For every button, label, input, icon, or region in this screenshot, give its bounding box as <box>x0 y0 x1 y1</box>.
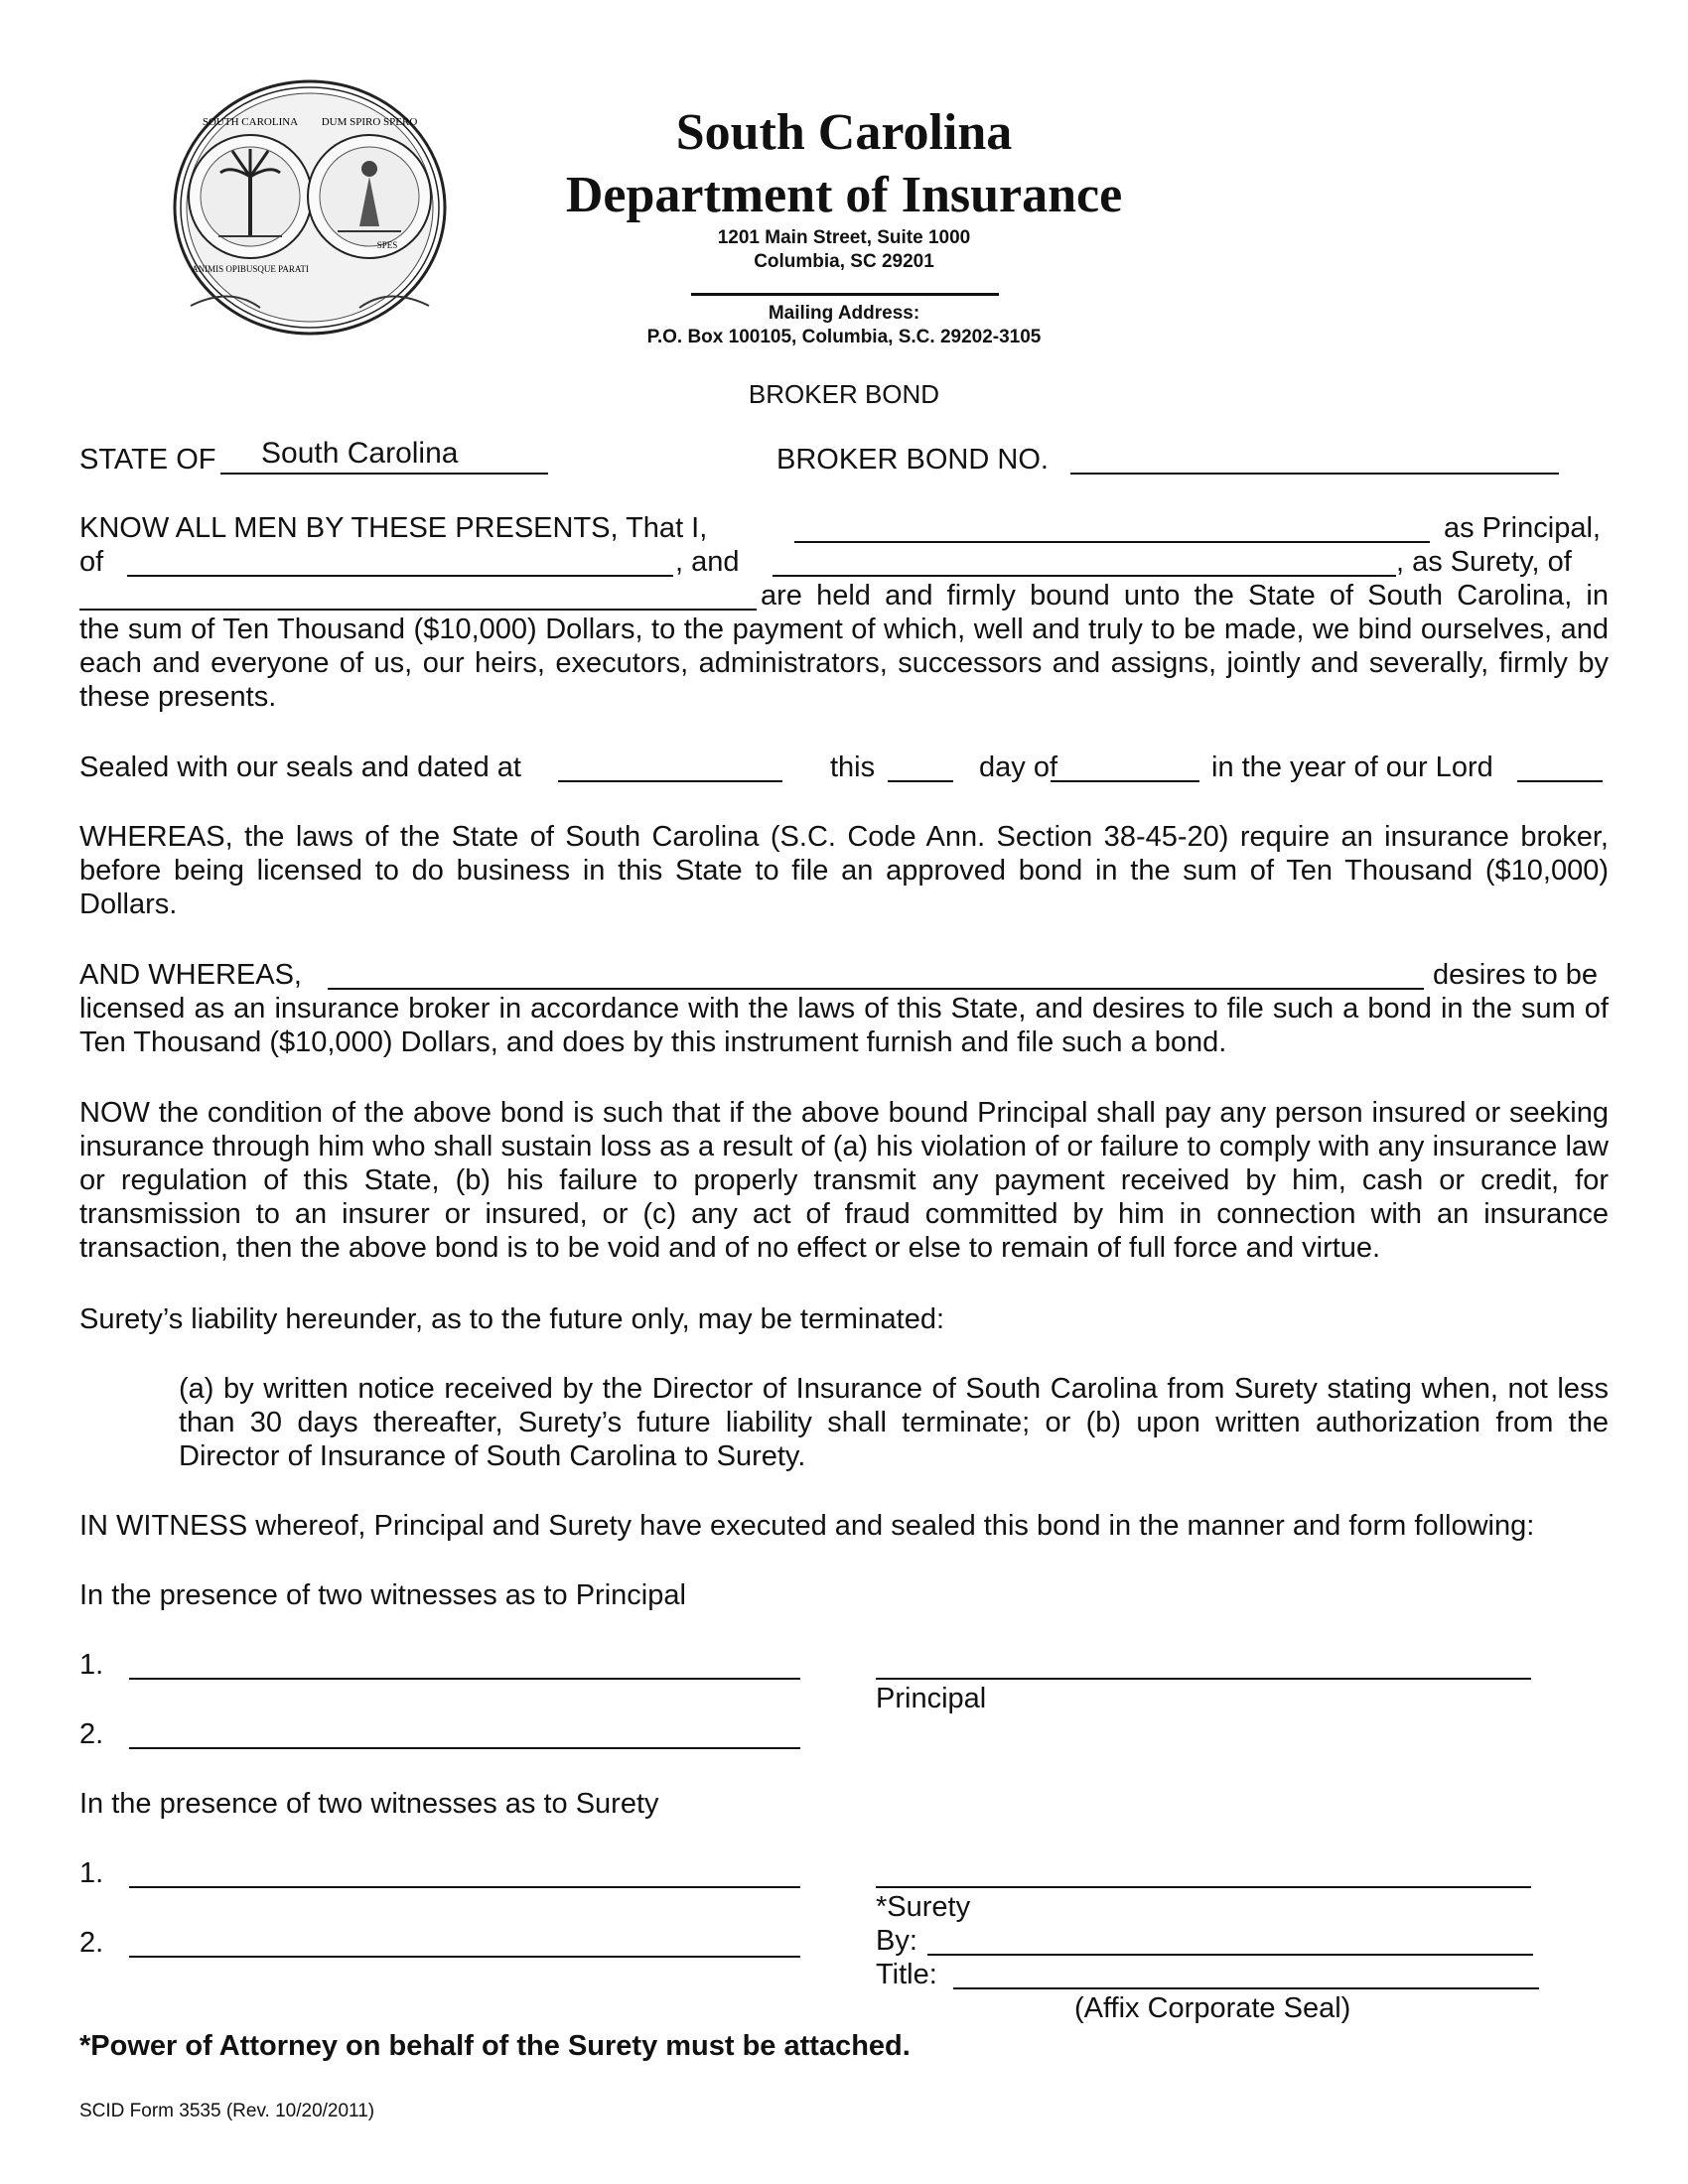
principal-address-line[interactable] <box>127 575 673 577</box>
principal-signature-line[interactable] <box>876 1678 1531 1680</box>
header-department-title: Department of Insurance <box>565 167 1123 223</box>
surety-witness-1-line[interactable] <box>129 1886 800 1888</box>
principal-witness-1-line[interactable] <box>129 1678 800 1680</box>
now-condition-paragraph <box>79 1096 1609 1265</box>
in-witness-label: IN WITNESS <box>79 1510 248 1542</box>
of-text: of <box>79 546 104 578</box>
seal-text-spes: SPES <box>376 240 398 250</box>
principal-label: Principal <box>876 1683 987 1714</box>
principal-witness-1-number: 1. <box>79 1649 104 1681</box>
now-label: NOW <box>79 1097 150 1129</box>
bond-no-label: BROKER BOND NO. <box>776 444 1049 476</box>
witness-principal-heading: In the presence of two witnesses as to Principal <box>79 1579 686 1611</box>
state-seal-image <box>171 77 449 338</box>
surety-signature-line[interactable] <box>876 1886 1531 1888</box>
state-of-line[interactable] <box>220 473 548 475</box>
header-mailing-label: Mailing Address: <box>768 303 920 324</box>
now-text: the condition of the above bond is such that if the above bound Principal shall pay any person insured or seeking insurance through him who shall sustain loss as a result of (a) his violation of or failure to comply with any insurance law or regulation of this State, (b) his failure to properly transmit any payment received by him, cash or credit, for transmission to an insurer or insured, or (c) any act of fraud committed by him in connection with an insurance transaction, then the above bond is to be void and of no effect or else to remain of full force and virtue. <box>79 1097 1609 1264</box>
sealed-day-line[interactable] <box>888 780 953 782</box>
sealed-place-line[interactable] <box>558 780 782 782</box>
bond-no-line[interactable] <box>1070 473 1559 475</box>
and-text: , and <box>675 546 740 578</box>
whereas-label: WHEREAS <box>79 821 225 853</box>
affix-seal-text: (Affix Corporate Seal) <box>1074 1992 1351 2024</box>
surety-name-line[interactable] <box>773 575 1396 577</box>
sealed-month-line[interactable] <box>1051 780 1199 782</box>
surety-witness-2-line[interactable] <box>129 1956 800 1958</box>
form-title: BROKER BOND <box>748 379 940 409</box>
title-label: Title: <box>876 1959 937 1990</box>
surety-address-line[interactable] <box>79 609 757 611</box>
surety-witness-1-number: 1. <box>79 1857 104 1889</box>
termination-paragraph: (a) by written notice received by the Director of Insurance of South Carolina from Surety stating when, not less than 30 days thereafter, Surety’s future liability shall terminate; or (b) upon written authorization from the Director of Insurance of South Carolina to Surety. <box>179 1373 1609 1472</box>
seal-text-bottom: ANIMIS OPIBUSQUE PARATI <box>192 264 309 274</box>
surety-label: *Surety <box>876 1891 971 1923</box>
header-address-line1: 1201 Main Street, Suite 1000 <box>717 227 971 248</box>
sealed-year-text: in the year of our Lord <box>1211 751 1493 783</box>
header-divider <box>691 293 999 296</box>
and-whereas-label: AND WHEREAS, <box>79 959 302 991</box>
witness-surety-heading: In the presence of two witnesses as to Surety <box>79 1788 659 1820</box>
surety-witness-2-number: 2. <box>79 1927 104 1959</box>
as-surety-text: , as Surety, of <box>1396 546 1572 578</box>
principal-witness-2-number: 2. <box>79 1718 104 1750</box>
sealed-day-of-text: day of <box>979 751 1057 783</box>
bond-sum-paragraph: the sum of Ten Thousand ($10,000) Dollars, to the payment of which, well and truly to be made, we bind ourselves, and each and everyone of us, our heirs, executors, administrators, successors and assigns, jointly and severally, firmly by these presents. <box>79 614 1609 713</box>
and-whereas-paragraph: licensed as an insurance broker in accordance with the laws of this State, and desires to file such a bond in the sum of Ten Thousand ($10,000) Dollars, and does by this instrument furnish and file such a bond. <box>79 993 1609 1058</box>
header-state-title: South Carolina <box>675 104 1013 161</box>
seal-text-left: SOUTH CAROLINA <box>202 116 299 128</box>
know-all-men-text: KNOW ALL MEN BY THESE PRESENTS, That I, <box>79 512 708 544</box>
seal-text-right: DUM SPIRO SPERO <box>321 116 418 128</box>
whereas-text: , the laws of the State of South Carolina (S.C. Code Ann. Section 38-45-20) require an insurance broker, before being licensed to do business in this State to file an approved bond in the sum of Ten Thousand ($10,000) Dollars. <box>79 821 1609 920</box>
header-mailing-address: P.O. Box 100105, Columbia, S.C. 29202-3105 <box>646 327 1042 347</box>
in-witness-text: whereof, Principal and Surety have executed and sealed this bond in the manner and form following: <box>247 1510 1535 1542</box>
state-of-label: STATE OF <box>79 444 216 476</box>
by-signature-line[interactable] <box>927 1954 1533 1956</box>
desires-to-be-text: desires to be <box>1433 959 1599 991</box>
held-bound-text: are held and firmly bound unto the State of South Carolina, in <box>761 580 1609 612</box>
principal-witness-2-line[interactable] <box>129 1747 800 1749</box>
sealed-this-text: this <box>830 751 876 783</box>
title-line[interactable] <box>953 1987 1539 1989</box>
as-principal-text: as Principal, <box>1444 512 1601 544</box>
in-witness-paragraph <box>79 1509 1534 1543</box>
state-of-value: South Carolina <box>261 437 459 470</box>
surety-liability-text: Surety’s liability hereunder, as to the future only, may be terminated: <box>79 1303 945 1335</box>
sealed-text: Sealed with our seals and dated at <box>79 751 521 783</box>
sealed-year-line[interactable] <box>1517 780 1603 782</box>
whereas-paragraph <box>79 820 1609 921</box>
form-number: SCID Form 3535 (Rev. 10/20/2011) <box>79 2101 375 2121</box>
power-of-attorney-note: *Power of Attorney on behalf of the Surety must be attached. <box>79 2030 911 2062</box>
by-label: By: <box>876 1925 917 1957</box>
principal-name-line[interactable] <box>794 541 1430 543</box>
broker-name-line[interactable] <box>328 988 1424 990</box>
header-address-line2: Columbia, SC 29201 <box>754 251 934 272</box>
